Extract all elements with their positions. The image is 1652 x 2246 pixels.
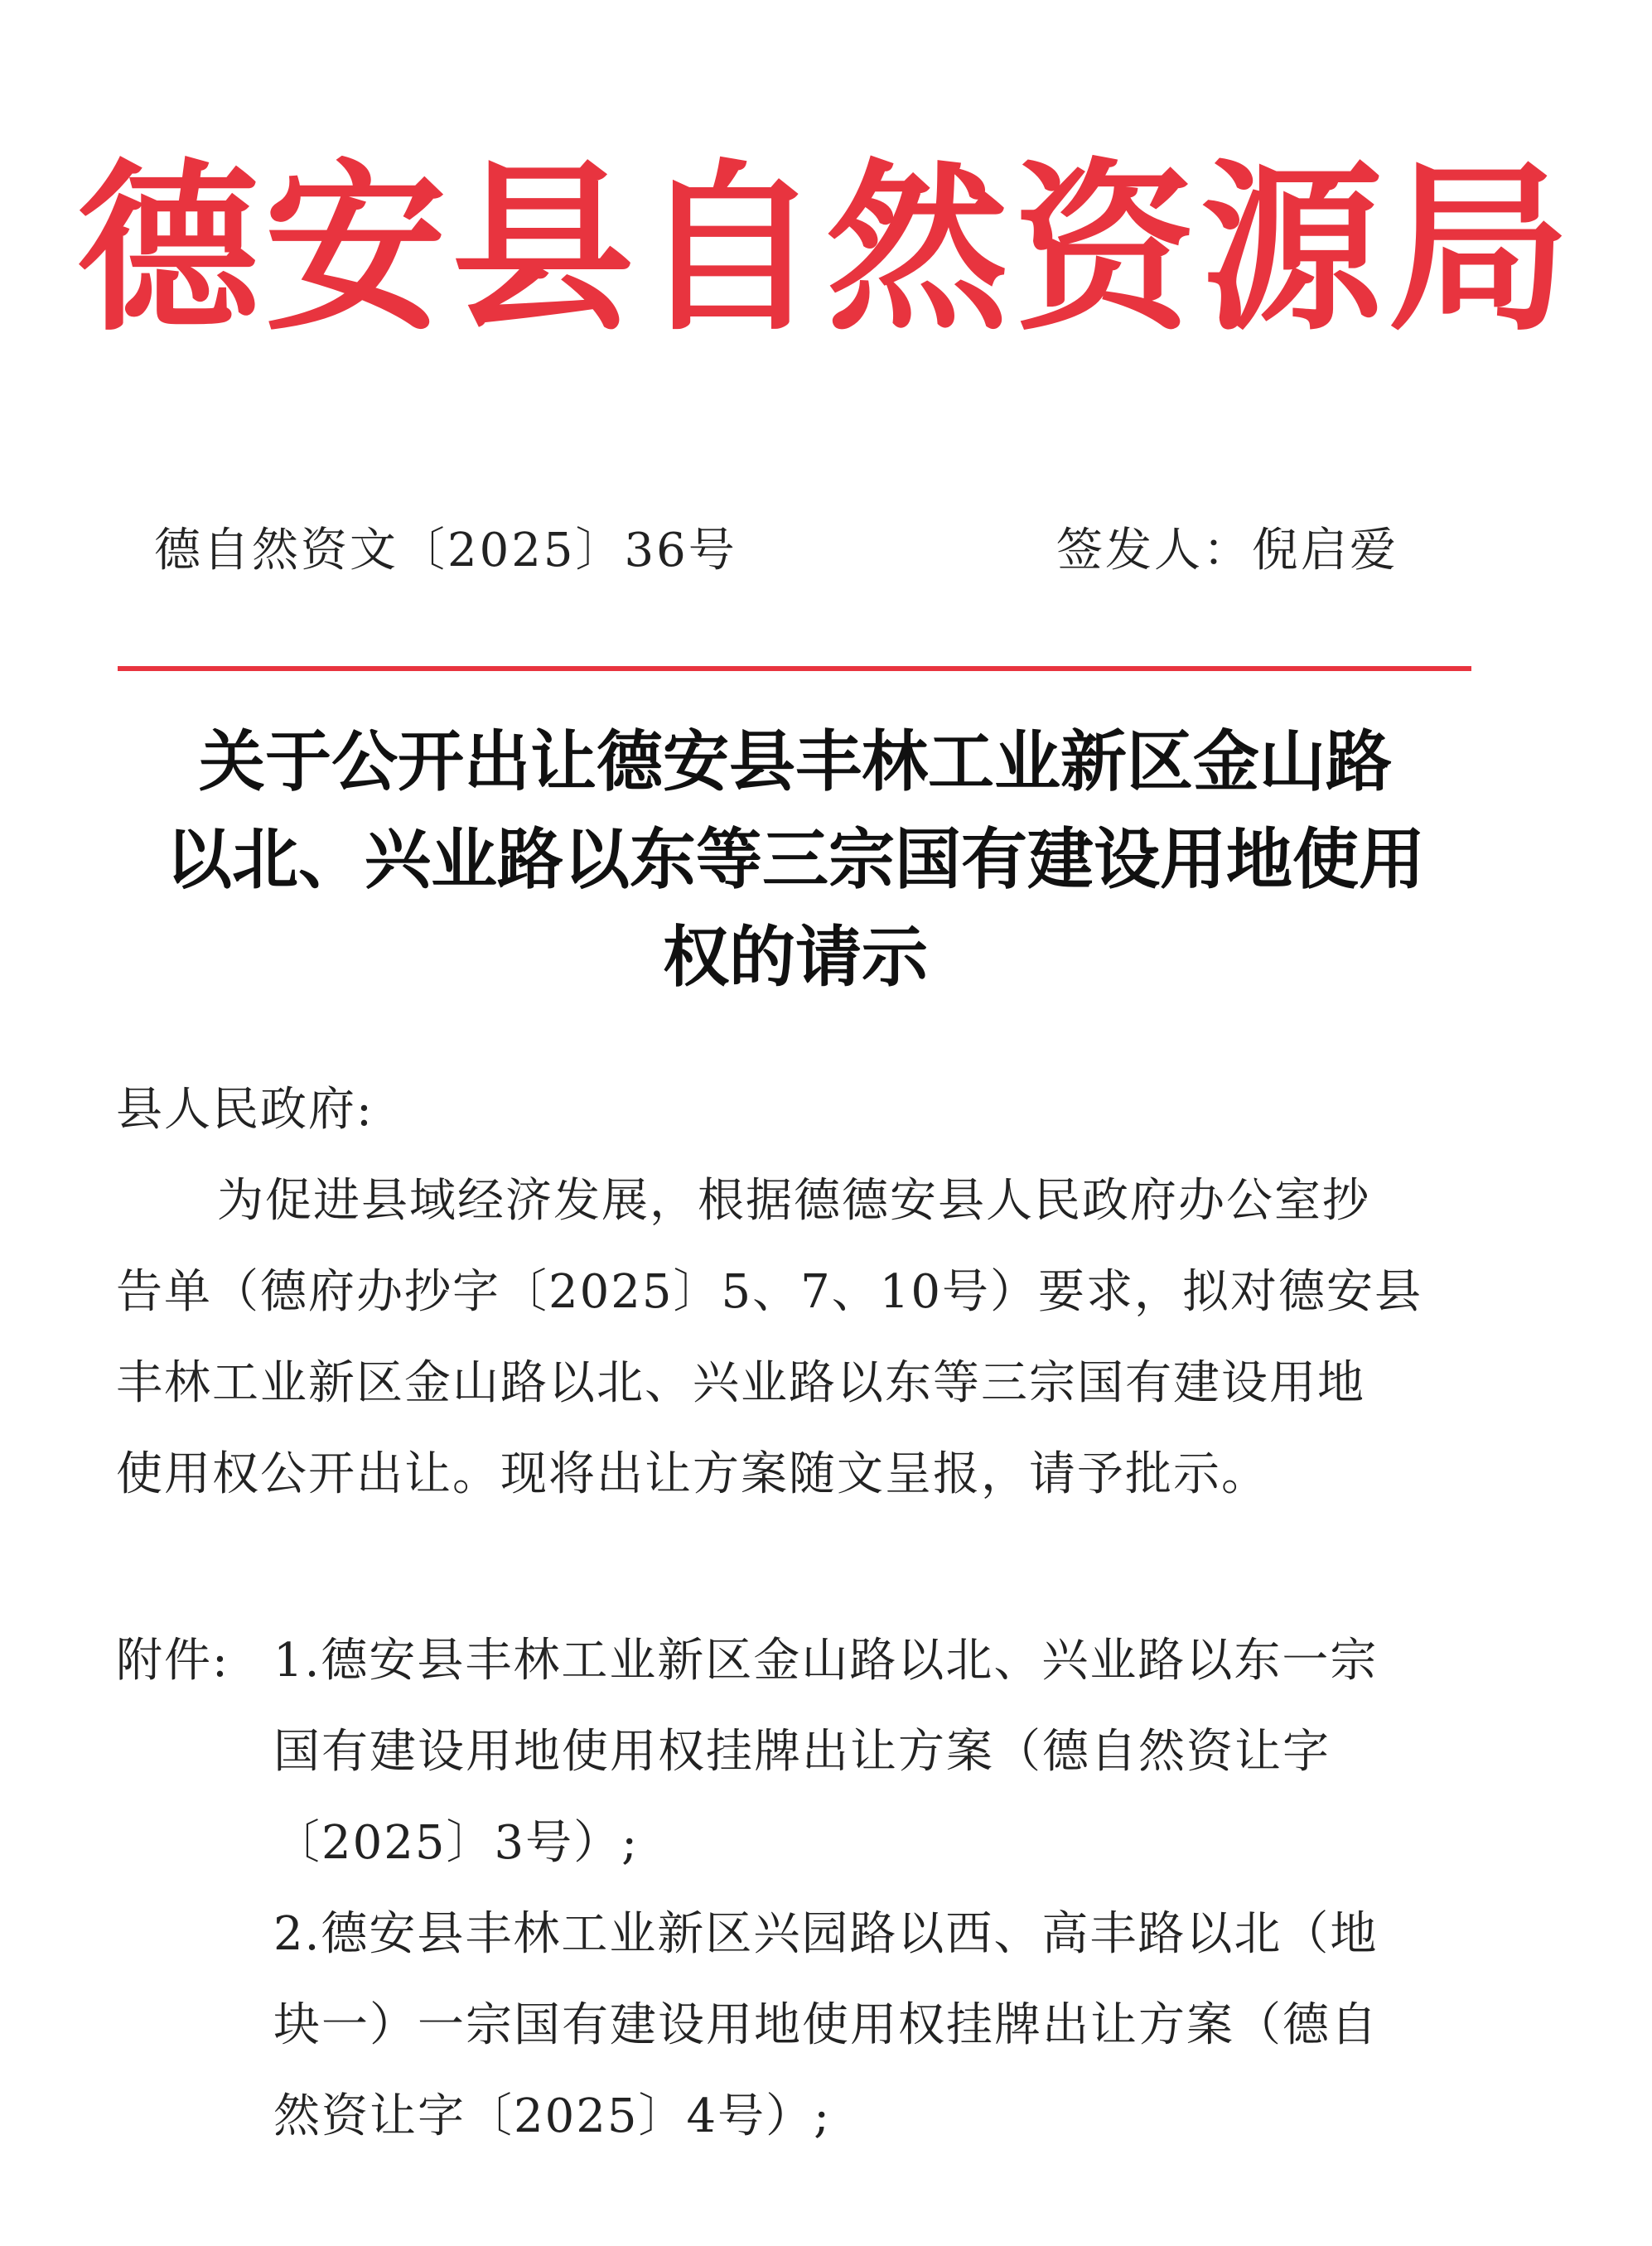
title-line: 关于公开出让德安县丰林工业新区金山路 xyxy=(199,722,1392,800)
issuer-line xyxy=(1056,518,1398,584)
attachment-item-line: 2.德安县丰林工业新区兴园路以西、高丰路以北（地 xyxy=(273,1907,1379,1961)
agency-masthead: 德安县自然资源局 xyxy=(76,141,1575,355)
attachment-item-line: 国有建设用地使用权挂牌出让方案（德自然资让字 xyxy=(273,1725,1331,1779)
issuer-name: 倪启爱 xyxy=(1252,524,1398,577)
attachment-item-line: 1.德安县丰林工业新区金山路以北、兴业路以东一宗 xyxy=(273,1634,1379,1688)
attachment-item-line: 块一）一宗国有建设用地使用权挂牌出让方案（德自 xyxy=(273,1998,1379,2052)
document-title xyxy=(116,712,1475,1006)
body-paragraph-line: 告单（德府办抄字〔2025〕5、7、10号）要求，拟对德安县 xyxy=(116,1265,1423,1319)
document-number: 德自然资文〔2025〕36号 xyxy=(154,524,737,577)
title-line: 权的请示 xyxy=(663,918,928,996)
body-paragraph-line: 为促进县域经济发展，根据德德安县人民政府办公室抄 xyxy=(217,1174,1370,1228)
addressee: 县人民政府: xyxy=(116,1083,374,1137)
attachments-label: 附件: xyxy=(116,1634,229,1688)
attachment-item-line: 〔2025〕3号）; xyxy=(273,1816,640,1870)
issuer-label: 签发人： xyxy=(1056,524,1252,577)
title-line: 以北、兴业路以东等三宗国有建设用地使用 xyxy=(166,820,1425,898)
attachment-item-line: 然资让字〔2025〕4号）; xyxy=(273,2089,832,2143)
red-divider-rule xyxy=(118,666,1471,671)
body-paragraph-line: 使用权公开出让。现将出让方案随文呈报，请予批示。 xyxy=(116,1447,1269,1501)
body-paragraph-line: 丰林工业新区金山路以北、兴业路以东等三宗国有建设用地 xyxy=(116,1356,1365,1410)
